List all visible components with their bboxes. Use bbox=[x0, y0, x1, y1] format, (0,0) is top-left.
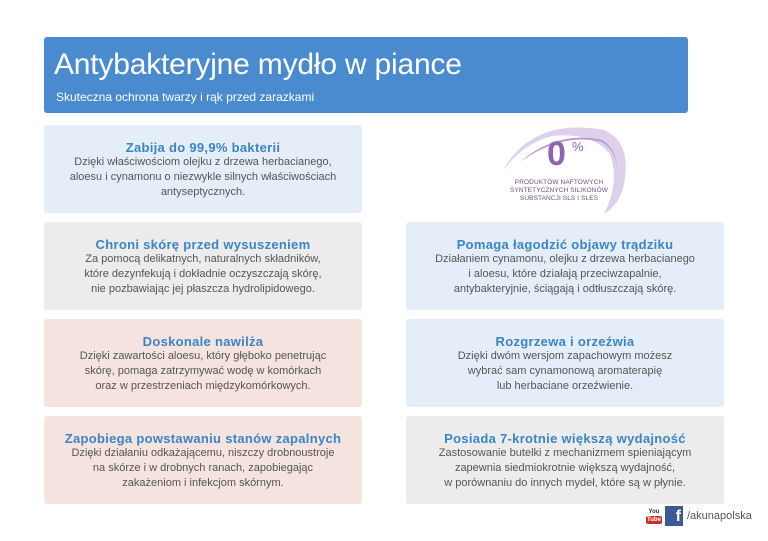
card-line: na skórze i w drobnych ranach, zapobiegając bbox=[92, 462, 314, 474]
facebook-icon[interactable] bbox=[665, 506, 683, 526]
youtube-you-text: You bbox=[648, 508, 660, 515]
header-banner bbox=[44, 37, 688, 113]
facebook-glyph: f bbox=[675, 508, 681, 525]
card-line: Dzięki właściwościom olejku z drzewa herbacianego, bbox=[74, 156, 332, 168]
badge-line: SYNTETYCZNYCH SILIKONÓW bbox=[509, 187, 608, 194]
zero-value: 0 bbox=[547, 135, 566, 173]
card-title: Chroni skórę przed wysuszeniem bbox=[95, 237, 311, 252]
card-line: oraz w przestrzeniach międzykomórkowych. bbox=[95, 380, 311, 392]
page-subtitle: Skuteczna ochrona twarzy i rąk przed zarazkami bbox=[56, 90, 315, 104]
card-body bbox=[44, 252, 362, 297]
card-line: zapewnia siedmiokrotnie większą wydajność, bbox=[454, 462, 676, 474]
youtube-tube-text: Tube bbox=[647, 516, 661, 523]
card-title: Zabija do 99,9% bakterii bbox=[125, 140, 281, 155]
percent-sign: % bbox=[572, 139, 584, 154]
card-line: zakażeniom i infekcjom skórnym. bbox=[122, 477, 284, 489]
badge-line: PRODUKTÓW NAFTOWYCH bbox=[514, 179, 604, 186]
card-title: Zapobiega powstawaniu stanów zapalnych bbox=[64, 431, 342, 446]
social-handle[interactable]: /akunapolska bbox=[687, 510, 752, 522]
card-title: Pomaga łagodzić objawy trądziku bbox=[456, 237, 674, 252]
feature-card-acne bbox=[406, 222, 724, 310]
zero-percent-badge bbox=[492, 122, 640, 218]
social-links bbox=[646, 505, 752, 527]
feature-card-protects-skin bbox=[44, 222, 362, 310]
card-title: Rozgrzewa i orzeźwia bbox=[495, 334, 635, 349]
card-line: antybakteryjnie, ściągają i odtłuszczają skórę. bbox=[453, 283, 677, 295]
card-body bbox=[406, 349, 724, 394]
card-line: wybrać sam cynamonową aromaterapię bbox=[467, 365, 663, 377]
card-line: Dzięki dwóm wersjom zapachowym możesz bbox=[457, 350, 673, 362]
card-line: Dzięki zawartości aloesu, który głęboko penetrując bbox=[79, 350, 327, 362]
card-line: aloesu i cynamonu o niezwykle silnych właściwościach bbox=[69, 171, 337, 183]
feature-card-warms bbox=[406, 319, 724, 407]
card-line: antyseptycznych. bbox=[160, 186, 246, 198]
feature-card-moisturizes bbox=[44, 319, 362, 407]
youtube-icon[interactable] bbox=[646, 506, 662, 526]
swoosh-graphic bbox=[492, 122, 640, 218]
card-line: Za pomocą delikatnych, naturalnych składników, bbox=[85, 253, 321, 265]
card-line: które dezynfekują i dokładnie oczyszczają skórę, bbox=[84, 268, 322, 280]
card-body bbox=[406, 446, 724, 491]
card-title: Doskonale nawilża bbox=[142, 334, 264, 349]
feature-card-antibacterial bbox=[44, 125, 362, 213]
feature-card-prevents-inflammation bbox=[44, 416, 362, 504]
card-line: Zastosowanie butelki z mechanizmem spieniającym bbox=[438, 447, 692, 459]
card-title: Posiada 7-krotnie większą wydajność bbox=[444, 431, 686, 446]
card-body bbox=[44, 155, 362, 200]
card-body bbox=[44, 446, 362, 491]
badge-line: SUBSTANCJI SLS I SLES bbox=[519, 195, 599, 202]
badge-text bbox=[492, 179, 626, 203]
card-line: i aloesu, które działają przeciwzapalnie, bbox=[468, 268, 662, 280]
card-line: lub herbaciane orzeźwienie. bbox=[496, 380, 634, 392]
card-line: Dzięki działaniu odkażającemu, niszczy drobnoustroje bbox=[71, 447, 335, 459]
card-body bbox=[44, 349, 362, 394]
page-title: Antybakteryjne mydło w piance bbox=[54, 48, 462, 81]
feature-card-efficiency bbox=[406, 416, 724, 504]
card-line: nie pozbawiając jej płaszcza hydrolipidowego. bbox=[91, 283, 315, 295]
card-line: Działaniem cynamonu, olejku z drzewa herbacianego bbox=[435, 253, 695, 265]
card-body bbox=[406, 252, 724, 297]
card-line: skórę, pomaga zatrzymywać wodę w komórkach bbox=[84, 365, 322, 377]
card-line: w porównaniu do innych mydeł, które są w płynie. bbox=[444, 477, 686, 489]
